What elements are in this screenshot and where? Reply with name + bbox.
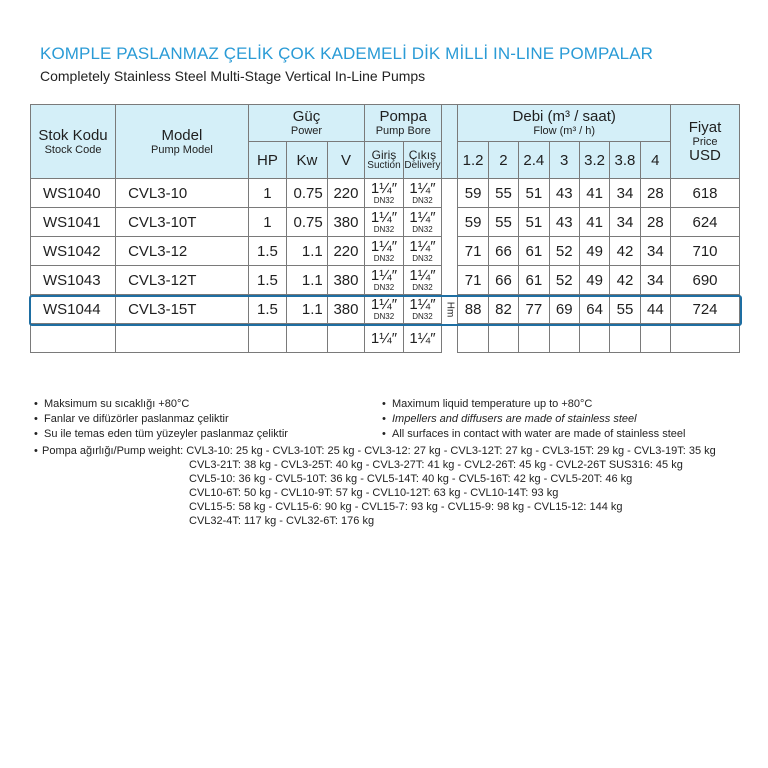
model-cell: CVL3-12T [116, 266, 249, 295]
note-item: • Fanlar ve difüzörler paslanmaz çeliktir [34, 412, 288, 427]
head-value-cell [519, 324, 549, 353]
suction-cell [365, 179, 403, 208]
delivery-dn: DN32 [412, 254, 433, 263]
head-value-cell: 66 [488, 237, 518, 266]
head-gap-cell [442, 208, 458, 237]
head-value-cell: 43 [549, 208, 579, 237]
head-value-cell: 61 [519, 237, 549, 266]
delivery-dn: DN32 [412, 196, 433, 205]
head-value-cell: 44 [640, 295, 670, 324]
suction-size: 1¼″ [370, 329, 398, 347]
head-value-cell: 59 [458, 179, 488, 208]
head-gap-cell [442, 324, 458, 353]
model-cell: CVL3-15T [116, 295, 249, 324]
title-turkish: KOMPLE PASLANMAZ ÇELİK ÇOK KADEMELİ DİK MİLLİ IN-LINE POMPALAR [40, 44, 654, 63]
model-header: Model Pump Model [116, 105, 249, 179]
delivery-size: 1¼″ [409, 267, 436, 284]
head-value-cell: 34 [610, 179, 640, 208]
kw-cell: 1.1 [287, 266, 328, 295]
flow-col-header: 1.2 [458, 142, 488, 179]
suction-cell [365, 295, 403, 324]
stock-code-cell: WS1042 [31, 237, 116, 266]
flow-col-header: 3.8 [610, 142, 640, 179]
head-value-cell: 69 [549, 295, 579, 324]
hp-cell: 1.5 [248, 237, 286, 266]
head-gap-cell [442, 266, 458, 295]
stock-code-cell: WS1041 [31, 208, 116, 237]
notes-english [382, 397, 685, 442]
model-cell [116, 324, 249, 353]
suction-cell [365, 237, 403, 266]
weights-line: • Pompa ağırlığı/Pump weight: CVL3-10: 25 kg - CVL3-10T: 25 kg - CVL3-12: 27 kg - CVL3-12T: 27 kg - CVL3-15T: 29 kg - CVL3-19T: 35 kg [34, 444, 734, 458]
price-cell: 710 [671, 237, 740, 266]
suction-dn: DN32 [373, 283, 395, 292]
head-value-cell: 34 [640, 266, 670, 295]
head-value-cell [458, 324, 488, 353]
table-row [31, 324, 740, 353]
note-item: • Maksimum su sıcaklığı +80°C [34, 397, 288, 412]
kw-cell: 0.75 [287, 208, 328, 237]
flow-header: Debi (m³ / saat) Flow (m³ / h) [458, 105, 671, 142]
delivery-cell [403, 324, 441, 353]
price-cell: 624 [671, 208, 740, 237]
pump-price-table [30, 104, 740, 353]
volt-cell: 380 [327, 266, 365, 295]
head-value-cell: 51 [519, 179, 549, 208]
head-gap-cell [442, 237, 458, 266]
stock-code-header: Stok Kodu Stock Code [31, 105, 116, 179]
suction-header: Giriş Suction [365, 142, 403, 179]
weights-line: CVL5-10: 36 kg - CVL5-10T: 36 kg - CVL5-14T: 40 kg - CVL5-16T: 42 kg - CVL5-20T: 46 kg [189, 473, 633, 485]
table-row [31, 179, 740, 208]
price-cell [671, 324, 740, 353]
stock-code-cell: WS1044 [31, 295, 116, 324]
flow-col-header: 2 [488, 142, 518, 179]
table-body [31, 179, 740, 353]
head-gap-cell [442, 295, 458, 324]
head-value-cell [549, 324, 579, 353]
head-value-cell: 66 [488, 266, 518, 295]
delivery-cell [403, 295, 441, 324]
volt-cell [327, 324, 365, 353]
price-table-container [30, 104, 740, 347]
head-value-cell: 61 [519, 266, 549, 295]
weights-line: CVL15-5: 58 kg - CVL15-6: 90 kg - CVL15-7: 93 kg - CVL15-9: 98 kg - CVL15-12: 144 kg [189, 501, 623, 513]
pump-weights [34, 444, 734, 526]
head-value-cell: 55 [488, 179, 518, 208]
note-item: • Su ile temas eden tüm yüzeyler paslanmaz çeliktir [34, 427, 288, 442]
head-value-cell: 49 [579, 266, 609, 295]
head-value-cell: 41 [579, 208, 609, 237]
pump-bore-header: Pompa Pump Bore [365, 105, 442, 142]
head-value-cell: 55 [610, 295, 640, 324]
head-value-cell: 34 [640, 237, 670, 266]
suction-cell [365, 266, 403, 295]
head-value-cell: 34 [610, 208, 640, 237]
weights-line: CVL3-21T: 38 kg - CVL3-25T: 40 kg - CVL3-27T: 41 kg - CVL2-26T: 45 kg - CVL2-26T SUS316: 45 kg [189, 459, 683, 471]
suction-size: 1¼″ [370, 238, 398, 255]
delivery-dn: DN32 [412, 312, 433, 321]
kw-cell: 0.75 [287, 179, 328, 208]
kw-header: Kw [287, 142, 328, 179]
head-value-cell: 52 [549, 266, 579, 295]
weights-line: CVL10-6T: 50 kg - CVL10-9T: 57 kg - CVL10-12T: 63 kg - CVL10-14T: 93 kg [189, 487, 559, 499]
flow-col-header: 2.4 [519, 142, 549, 179]
notes-turkish [34, 397, 288, 442]
head-value-cell [579, 324, 609, 353]
head-value-cell: 28 [640, 208, 670, 237]
head-gap-header [442, 105, 458, 179]
table-row [31, 295, 740, 324]
suction-dn: DN32 [373, 312, 395, 321]
power-header: Güç Power [248, 105, 364, 142]
suction-cell [365, 324, 403, 353]
suction-dn: DN32 [373, 254, 395, 263]
head-value-cell: 51 [519, 208, 549, 237]
delivery-cell [403, 208, 441, 237]
kw-cell: 1.1 [287, 237, 328, 266]
volt-header: V [327, 142, 365, 179]
price-cell: 618 [671, 179, 740, 208]
head-value-cell: 55 [488, 208, 518, 237]
head-value-cell: 59 [458, 208, 488, 237]
model-cell: CVL3-10 [116, 179, 249, 208]
price-cell: 690 [671, 266, 740, 295]
flow-col-header: 3.2 [579, 142, 609, 179]
hp-cell: 1 [248, 208, 286, 237]
head-value-cell [610, 324, 640, 353]
delivery-dn: DN32 [412, 225, 433, 234]
suction-size: 1¼″ [370, 180, 398, 197]
volt-cell: 380 [327, 208, 365, 237]
head-value-cell [640, 324, 670, 353]
head-unit-label: Hm [444, 301, 456, 317]
price-cell: 724 [671, 295, 740, 324]
table-row [31, 266, 740, 295]
head-value-cell: 52 [549, 237, 579, 266]
note-item: • Maximum liquid temperature up to +80°C [382, 397, 685, 412]
volt-cell: 220 [327, 237, 365, 266]
suction-size: 1¼″ [370, 267, 398, 284]
head-value-cell: 42 [610, 266, 640, 295]
table-row [31, 237, 740, 266]
suction-dn: DN32 [373, 196, 395, 205]
hp-cell: 1 [248, 179, 286, 208]
kw-cell: 1.1 [287, 295, 328, 324]
delivery-size: 1¼″ [409, 209, 436, 226]
head-value-cell: 49 [579, 237, 609, 266]
delivery-size: 1¼″ [409, 180, 436, 197]
head-value-cell: 88 [458, 295, 488, 324]
hp-cell [248, 324, 286, 353]
head-value-cell: 82 [488, 295, 518, 324]
delivery-size: 1¼″ [409, 329, 436, 347]
title-english: Completely Stainless Steel Multi-Stage Vertical In-Line Pumps [40, 68, 426, 84]
delivery-dn: DN32 [412, 283, 433, 292]
head-value-cell [488, 324, 518, 353]
delivery-cell [403, 266, 441, 295]
hp-header: HP [248, 142, 286, 179]
head-value-cell: 28 [640, 179, 670, 208]
hp-cell: 1.5 [248, 266, 286, 295]
volt-cell: 220 [327, 179, 365, 208]
head-value-cell: 42 [610, 237, 640, 266]
flow-col-header: 3 [549, 142, 579, 179]
head-value-cell: 64 [579, 295, 609, 324]
price-header: Fiyat Price USD [671, 105, 740, 179]
suction-dn: DN32 [373, 225, 395, 234]
suction-size: 1¼″ [370, 209, 398, 226]
note-item: • Impellers and diffusers are made of stainless steel [382, 412, 685, 427]
stock-code-cell [31, 324, 116, 353]
model-cell: CVL3-12 [116, 237, 249, 266]
head-value-cell: 43 [549, 179, 579, 208]
delivery-size: 1¼″ [409, 238, 436, 255]
kw-cell [287, 324, 328, 353]
head-value-cell: 77 [519, 295, 549, 324]
delivery-header: Çıkış Delivery [403, 142, 441, 179]
suction-size: 1¼″ [370, 296, 398, 313]
flow-col-header: 4 [640, 142, 670, 179]
delivery-size: 1¼″ [409, 296, 436, 313]
stock-code-cell: WS1043 [31, 266, 116, 295]
head-gap-cell [442, 179, 458, 208]
volt-cell: 380 [327, 295, 365, 324]
model-cell: CVL3-10T [116, 208, 249, 237]
stock-code-cell: WS1040 [31, 179, 116, 208]
delivery-cell [403, 179, 441, 208]
delivery-cell [403, 237, 441, 266]
head-value-cell: 71 [458, 266, 488, 295]
table-row [31, 208, 740, 237]
suction-cell [365, 208, 403, 237]
head-value-cell: 41 [579, 179, 609, 208]
hp-cell: 1.5 [248, 295, 286, 324]
head-value-cell: 71 [458, 237, 488, 266]
weights-line: CVL32-4T: 117 kg - CVL32-6T: 176 kg [189, 515, 375, 527]
note-item: • All surfaces in contact with water are made of stainless steel [382, 427, 685, 442]
